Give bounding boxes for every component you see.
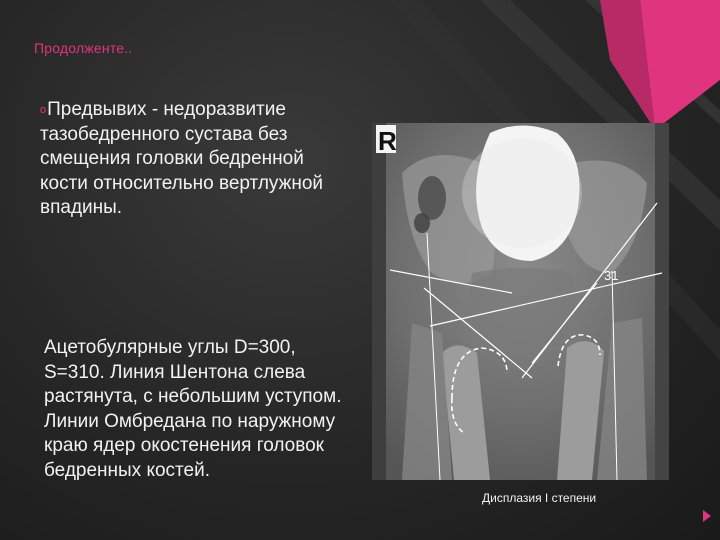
xray-image: [372, 123, 669, 480]
paragraph-angles: Ацетобулярные углы D=300, S=310. Линия Шентона слева растянута, с небольшим уступом. Линии Омбредана по наружному краю ядер окостенения головок бедренных костей.: [44, 337, 342, 481]
bullet-icon: o: [40, 104, 47, 116]
slide-heading: Продолженте..: [34, 40, 133, 56]
xray-caption: Дисплазия I степени: [482, 491, 597, 505]
xray-angle-label: 31: [604, 268, 619, 283]
paragraph-predvyvih: [40, 98, 340, 221]
paragraph-1-text: Предвывих - недоразвитие тазобедренного сустава без смещения головки бедренной кости относительно вертлужной впадины.: [40, 99, 324, 218]
xray-side-marker: R: [378, 126, 397, 156]
next-arrow-icon: [703, 510, 711, 522]
